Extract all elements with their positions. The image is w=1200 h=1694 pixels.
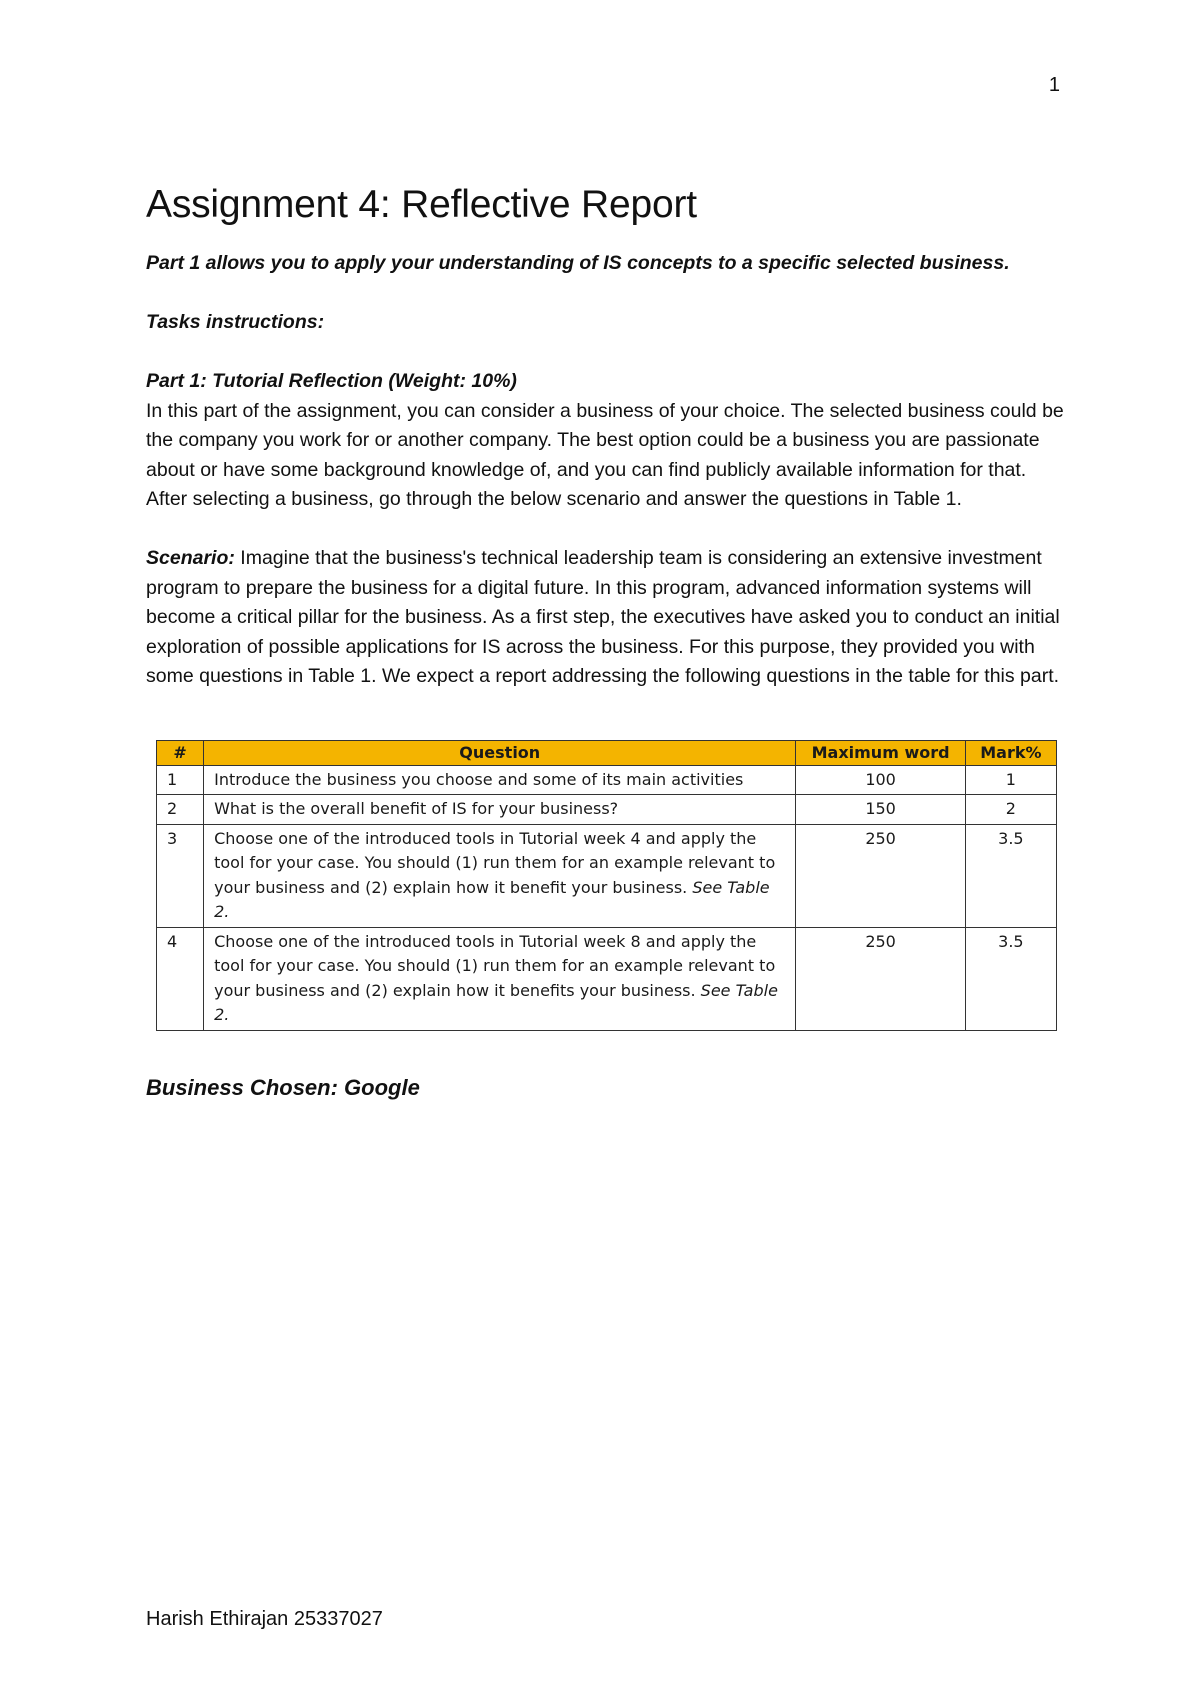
row-question: [204, 795, 796, 825]
row-number: 3: [157, 824, 204, 927]
page-title: Assignment 4: Reflective Report: [146, 183, 697, 226]
row-max-words: 100: [796, 765, 965, 795]
part1-heading: Part 1: Tutorial Reflection (Weight: 10%): [146, 370, 517, 392]
table-row: [157, 824, 1057, 927]
row-mark: 2: [965, 795, 1056, 825]
row-question: [204, 927, 796, 1030]
page-footer: Harish Ethirajan 25337027: [146, 1608, 383, 1630]
table-row: [157, 927, 1057, 1030]
row-question: [204, 765, 796, 795]
row-max-words: 150: [796, 795, 965, 825]
col-header-max-words: Maximum word: [796, 740, 965, 765]
row-number: 2: [157, 795, 204, 825]
row-number: 4: [157, 927, 204, 1030]
scenario-label: Scenario:: [146, 547, 235, 569]
row-number: 1: [157, 765, 204, 795]
row-question: [204, 824, 796, 927]
page-number: 1: [1048, 74, 1060, 96]
row-max-words: 250: [796, 824, 965, 927]
document-body: [146, 183, 1066, 1102]
table-row: [157, 795, 1057, 825]
row-max-words: 250: [796, 927, 965, 1030]
tasks-heading: Tasks instructions:: [146, 311, 325, 333]
col-header-mark: Mark%: [965, 740, 1056, 765]
question-text: What is the overall benefit of IS for your business?: [214, 799, 619, 818]
see-table-note: See Table 2.: [214, 980, 778, 1024]
part1-body: In this part of the assignment, you can consider a business of your choice. The selected business could be the company you work for or another company. The best option could be a business you are passionate about or have some background knowledge of, and you can find publicly available information for that. After selecting a business, go through the below scenario and answer the questions in Table 1.: [146, 399, 1064, 510]
scenario-paragraph: [146, 544, 1066, 692]
question-text: Introduce the business you choose and some of its main activities: [214, 769, 744, 789]
business-chosen: Business Chosen: Google: [146, 1074, 420, 1100]
see-table-note: See Table 2.: [214, 877, 770, 921]
intro-text: Part 1 allows you to apply your understanding of IS concepts to a specific selected business.: [146, 252, 1010, 274]
scenario-body: Imagine that the business's technical leadership team is considering an extensive investment program to prepare the business for a digital future. In this program, advanced information systems will become a critical pillar for the business. As a first step, the executives have asked you to conduct an initial exploration of possible applications for IS across the business. For this purpose, they provided you with some questions in Table 1. We expect a report addressing the following questions in the table for this part.: [146, 547, 1060, 687]
row-mark: 1: [965, 765, 1056, 795]
col-header-number: #: [157, 740, 204, 765]
col-header-question: Question: [204, 740, 796, 765]
row-mark: 3.5: [965, 824, 1056, 927]
table-row: [157, 765, 1057, 795]
table-header-row: [157, 740, 1057, 765]
row-mark: 3.5: [965, 927, 1056, 1030]
question-text: Choose one of the introduced tools in Tutorial week 4 and apply the tool for your case. You should (1) run them for an example relevant to your business and (2) explain how it benefit your business.: [214, 828, 776, 897]
question-text: Choose one of the introduced tools in Tutorial week 8 and apply the tool for your case. You should (1) run them for an example relevant to your business and (2) explain how it benefits your business.: [214, 931, 776, 1000]
questions-table: [156, 740, 1057, 1031]
